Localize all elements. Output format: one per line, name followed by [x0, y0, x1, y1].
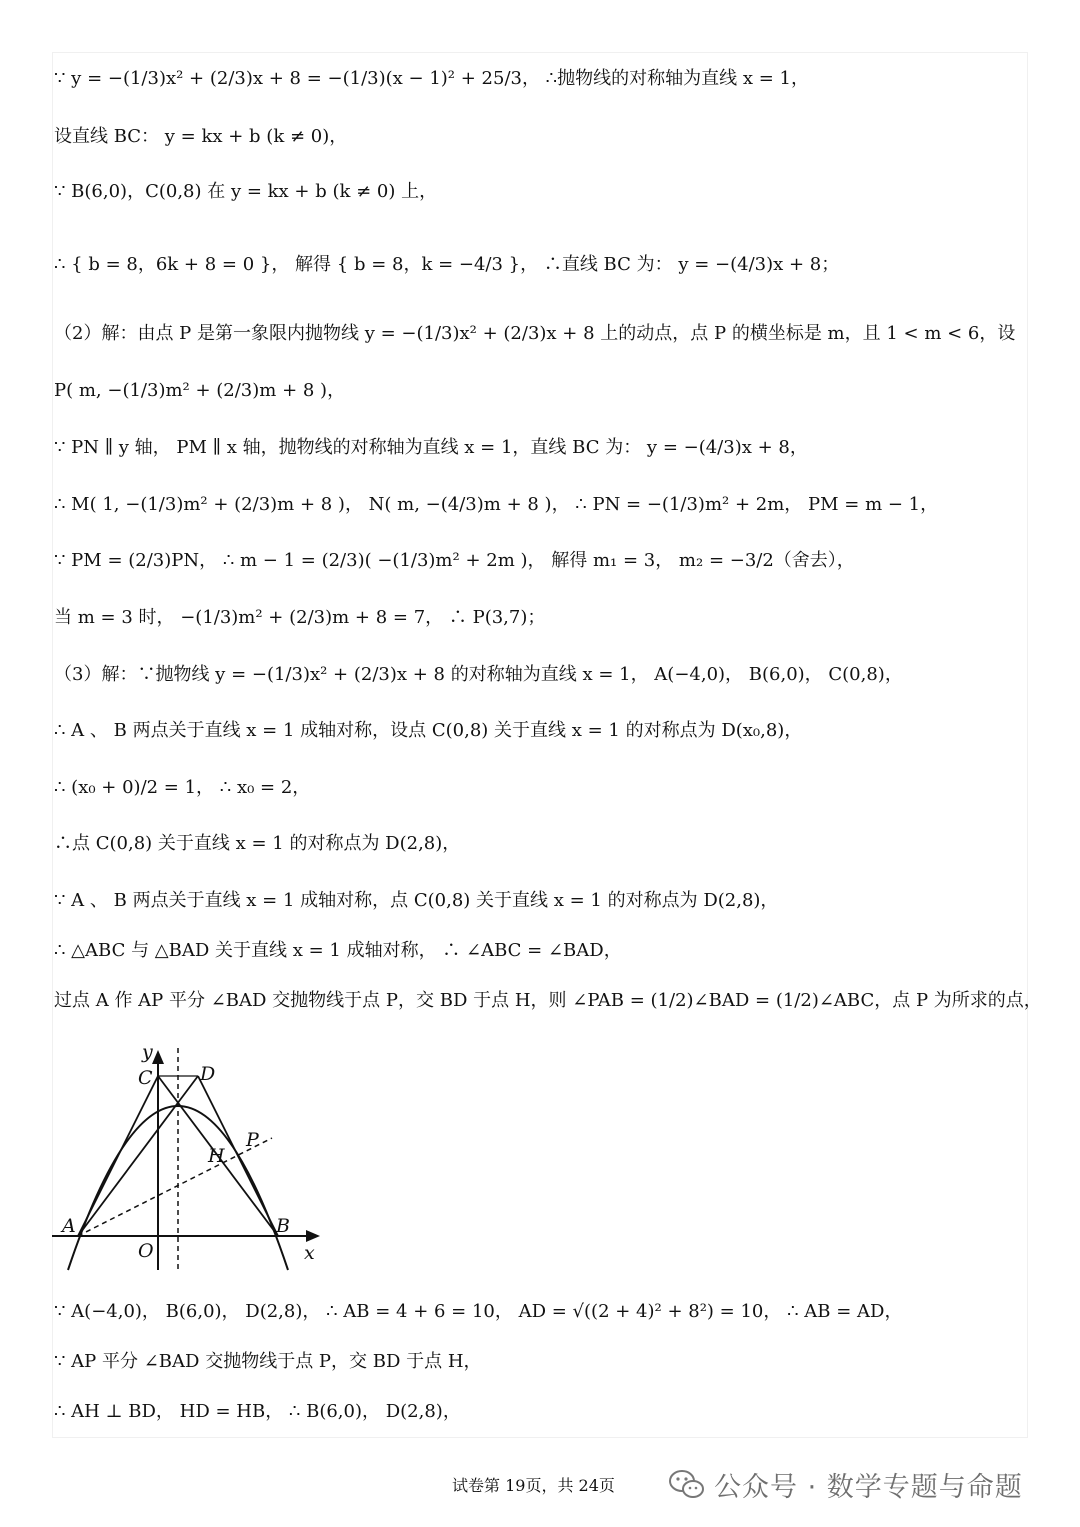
solution-line-7: ∵ PN ∥ y 轴， PM ∥ x 轴，抛物线的对称轴为直线 x = 1，直线 BC 为： y = −(4/3)x + 8，	[54, 437, 808, 458]
solution-line-3: ∵ B(6,0)，C(0,8) 在 y = kx + b (k ≠ 0) 上，	[54, 181, 438, 202]
page-number: 试卷第 19页，共 24页	[452, 1476, 615, 1495]
solution-line-4: ∴ { b = 8，6k + 8 = 0 }， 解得 { b = 8，k = −4/3 }， ∴直线 BC 为： y = −(4/3)x + 8；	[54, 254, 840, 275]
wechat-icon	[668, 1469, 706, 1501]
solution-line-12: ∴ A 、 B 两点关于直线 x = 1 成轴对称，设点 C(0,8) 关于直线 x = 1 的对称点为 D(x₀,8)，	[54, 720, 803, 741]
segment-ac	[78, 1076, 158, 1236]
bisector-ap	[78, 1138, 272, 1236]
label-x: x	[304, 1242, 315, 1264]
solution-line-10: 当 m = 3 时， −(1/3)m² + (2/3)m + 8 = 7， ∴ P(3,7)；	[54, 607, 546, 628]
label-a: A	[62, 1215, 76, 1237]
y-axis-arrow	[152, 1050, 164, 1064]
label-h: H	[208, 1145, 225, 1167]
label-d: D	[200, 1063, 216, 1085]
solution-line-15: ∵ A 、 B 两点关于直线 x = 1 成轴对称，点 C(0,8) 关于直线 x = 1 的对称点为 D(2,8)，	[54, 890, 779, 911]
solution-line-2: 设直线 BC： y = kx + b (k ≠ 0)，	[54, 126, 348, 147]
solution-line-8: ∴ M( 1, −(1/3)m² + (2/3)m + 8 )， N( m, −(4/3)m + 8 )， ∴ PN = −(1/3)m² + 2m， PM = m − 1，	[54, 494, 939, 515]
solution-line-16: ∴ △ABC 与 △BAD 关于直线 x = 1 成轴对称， ∴ ∠ABC = ∠BAD，	[54, 940, 622, 961]
label-p: P	[246, 1129, 259, 1151]
solution-line-1: ∵ y = −(1/3)x² + (2/3)x + 8 = −(1/3)(x − 1)² + 25/3， ∴抛物线的对称轴为直线 x = 1，	[54, 68, 809, 89]
segment-ad	[78, 1076, 198, 1236]
label-b: B	[276, 1215, 290, 1237]
solution-line-6: P( m, −(1/3)m² + (2/3)m + 8 )，	[54, 380, 346, 401]
solution-line-11: （3）解：∵抛物线 y = −(1/3)x² + (2/3)x + 8 的对称轴为直线 x = 1， A(−4,0)， B(6,0)， C(0,8)，	[54, 664, 903, 685]
solution-line-19: ∵ AP 平分 ∠BAD 交抛物线于点 P，交 BD 于点 H，	[54, 1351, 482, 1372]
label-c: C	[138, 1067, 153, 1089]
solution-line-14: ∴点 C(0,8) 关于直线 x = 1 的对称点为 D(2,8)，	[54, 833, 461, 854]
x-axis-arrow	[306, 1230, 320, 1242]
solution-line-18: ∵ A(−4,0)， B(6,0)， D(2,8)， ∴ AB = 4 + 6 = 10， AD = √((2 + 4)² + 8²) = 10， ∴ AB = AD，	[54, 1301, 903, 1322]
solution-line-13: ∴ (x₀ + 0)/2 = 1， ∴ x₀ = 2，	[54, 777, 311, 798]
label-y: y	[142, 1041, 153, 1063]
solution-line-17: 过点 A 作 AP 平分 ∠BAD 交抛物线于点 P，交 BD 于点 H，则 ∠PAB = (1/2)∠BAD = (1/2)∠ABC，点 P 为所求的点，	[54, 990, 1042, 1011]
page-footer	[0, 1465, 1080, 1505]
watermark	[668, 1465, 1023, 1504]
solution-line-5: （2）解：由点 P 是第一象限内抛物线 y = −(1/3)x² + (2/3)x + 8 上的动点，点 P 的横坐标是 m，且 1 < m < 6，设	[54, 323, 1016, 344]
geometry-figure	[50, 1040, 330, 1275]
watermark-text: 公众号 · 数学专题与命题	[714, 1472, 1023, 1503]
label-o: O	[138, 1240, 154, 1262]
solution-line-20: ∴ AH ⊥ BD， HD = HB， ∴ B(6,0)， D(2,8)，	[54, 1401, 461, 1422]
solution-line-9: ∵ PM = (2/3)PN， ∴ m − 1 = (2/3)( −(1/3)m² + 2m )， 解得 m₁ = 3， m₂ = −3/2（舍去），	[54, 550, 855, 571]
geometry-figure-svg	[50, 1040, 330, 1275]
